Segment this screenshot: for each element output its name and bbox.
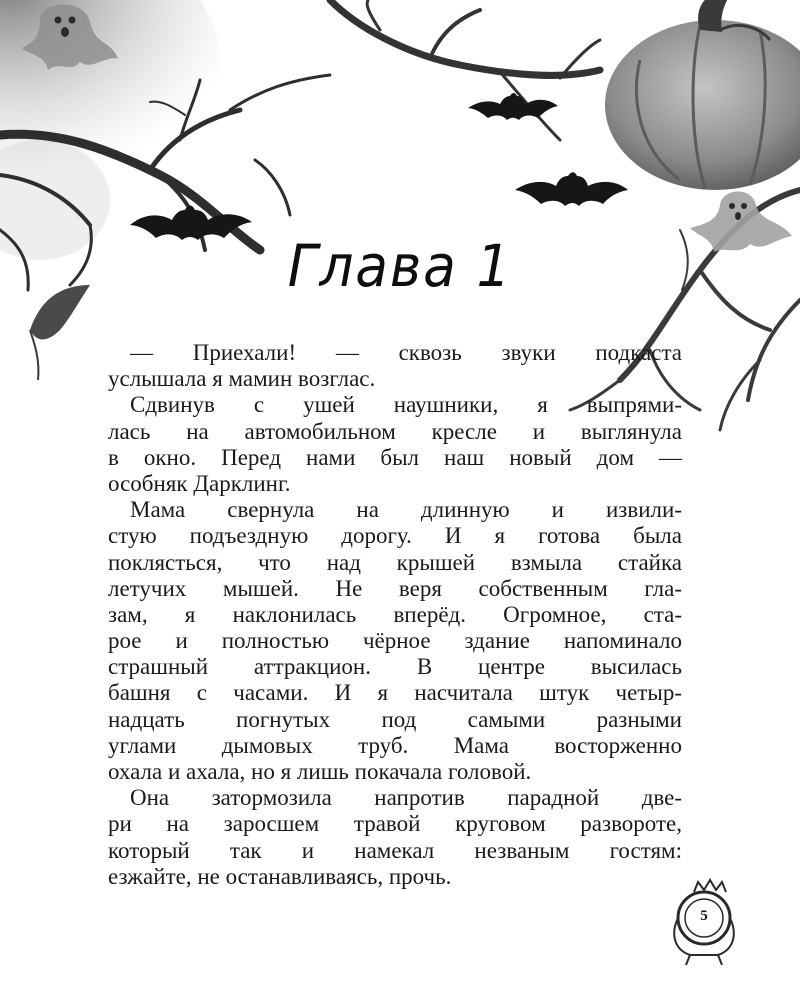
text-line: башня с часами. И я насчитала штук четыр- (108, 680, 682, 706)
page-badge (668, 870, 740, 960)
text-line: страшный аттракцион. В центре высилась (108, 654, 682, 680)
text-line: который так и намекал незваным гостям: (108, 837, 682, 863)
body-text (108, 340, 682, 890)
text-line: езжайте, не останавливаясь, прочь. (108, 863, 452, 889)
text-line: Мама свернула на длинную и извили- (130, 497, 682, 523)
tree-branches-top (330, 0, 600, 140)
text-line: рое и полностью чёрное здание напоминало (108, 628, 682, 654)
text-line: надцать погнутых под самыми разными (108, 706, 682, 732)
text-line: особняк Дарклинг. (108, 470, 291, 496)
text-line: ри на заросшем травой круговом развороте, (108, 811, 682, 837)
text-line: лась на автомобильном кресле и выглянула (108, 418, 682, 444)
text-line: в окно. Перед нами был наш новый дом — (108, 444, 682, 470)
text-line: углами дымовых труб. Мама восторженно (108, 732, 682, 758)
text-line: — Приехали! — сквозь звуки подкаста (130, 340, 682, 365)
page-number: 5 (700, 908, 708, 924)
chapter-title: Глава 1 (287, 232, 513, 300)
pumpkin-icon (605, 0, 800, 190)
text-line: поклясться, что над крышей взмыла стайка (108, 549, 682, 575)
text-line: Она затормозила напротив парадной две- (130, 785, 682, 811)
text-line: охала и ахала, но я лишь покачала головой. (108, 759, 532, 784)
text-line: услышала я мамин возглас. (108, 366, 376, 392)
text-line: Сдвинув с ушей наушники, я выпрями- (130, 392, 682, 418)
text-line: летучих мышей. Не веря собственным гла- (108, 575, 682, 601)
bat-icon (468, 93, 558, 120)
bat-icon (515, 172, 628, 206)
text-line: стую подъездную дорогу. И я готова была (108, 523, 682, 549)
text-line: зам, я наклонилась вперёд. Огромное, ста- (108, 601, 682, 627)
